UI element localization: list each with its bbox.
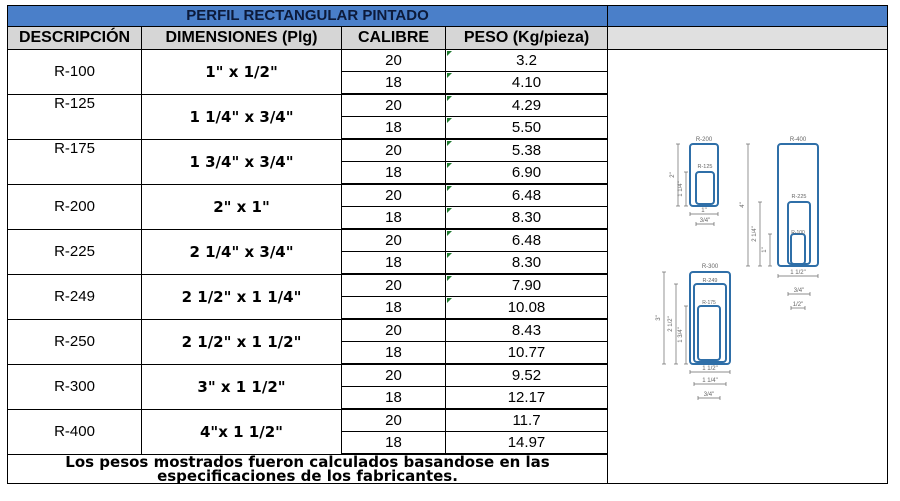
title-blank-cell — [608, 6, 888, 27]
dim-1in-b-label: 1" — [761, 246, 768, 253]
profile-code: R-175 — [8, 139, 142, 184]
label-r175: R-175 — [701, 299, 716, 306]
label-r225: R-225 — [791, 193, 806, 200]
profile-code: R-225 — [8, 229, 142, 274]
gauge-cell: 18 — [342, 162, 446, 185]
gauge-cell: 20 — [342, 319, 446, 342]
gauge-cell: 18 — [342, 387, 446, 410]
weight-cell: 6.48 — [446, 229, 608, 252]
gauge-cell: 18 — [342, 342, 446, 365]
footnote-line-1: Los pesos mostrados fueron calculados basandose en las — [65, 453, 550, 471]
label-r249: R-249 — [702, 277, 717, 284]
weight-cell: 9.52 — [446, 364, 608, 387]
dim-2in-label: 2" — [669, 171, 676, 178]
dim-1-1-4in-label: 1 1/4" — [677, 180, 684, 197]
dim-1-1-2in-b-label: 1 1/2" — [701, 365, 718, 372]
weight-cell: 4.10 — [446, 72, 608, 95]
profile-code: R-400 — [8, 409, 142, 454]
profile-code: R-300 — [8, 364, 142, 409]
dim-1-3-4in-label: 1 3/4" — [677, 326, 684, 343]
gauge-cell: 18 — [342, 432, 446, 455]
gauge-cell: 20 — [342, 94, 446, 117]
weight-cell: 10.77 — [446, 342, 608, 365]
gauge-cell: 20 — [342, 139, 446, 162]
profile-code: R-125 — [8, 94, 142, 139]
gauge-cell: 18 — [342, 117, 446, 140]
profile-outline-r125 — [696, 172, 714, 204]
label-r200: R-200 — [695, 136, 712, 143]
weight-cell: 4.29 — [446, 94, 608, 117]
dim-3-4in-label: 3/4" — [699, 217, 710, 224]
profile-dimensions: 2" x 1" — [142, 184, 342, 229]
weight-cell: 6.48 — [446, 184, 608, 207]
profile-outline-r100 — [791, 234, 805, 264]
gauge-cell: 20 — [342, 229, 446, 252]
footnote-line-2: especificaciones de los fabricantes. — [157, 467, 458, 485]
footnote — [8, 454, 608, 484]
label-r400: R-400 — [789, 136, 806, 143]
profile-code: R-250 — [8, 319, 142, 364]
gauge-cell: 20 — [342, 184, 446, 207]
weight-cell: 5.38 — [446, 139, 608, 162]
weight-cell: 7.90 — [446, 274, 608, 297]
profile-dimensions: 2 1/2" x 1 1/2" — [142, 319, 342, 364]
gauge-cell: 18 — [342, 252, 446, 275]
profile-dimensions: 2 1/2" x 1 1/4" — [142, 274, 342, 319]
dim-1in-label: 1" — [700, 207, 707, 214]
rectangular-profile-table — [7, 5, 888, 484]
weight-cell: 3.2 — [446, 50, 608, 72]
gauge-cell: 18 — [342, 72, 446, 95]
dim-1-2in-label: 1/2" — [792, 301, 803, 308]
profile-dimensions: 1 3/4" x 3/4" — [142, 139, 342, 184]
table-title: PERFIL RECTANGULAR PINTADO — [8, 6, 608, 27]
weight-cell: 5.50 — [446, 117, 608, 140]
dim-2-1-2in-label: 2 1/2" — [667, 315, 674, 332]
header-dimensiones: DIMENSIONES (Plg) — [142, 27, 342, 50]
profile-outline-r175 — [698, 306, 720, 360]
gauge-cell: 20 — [342, 274, 446, 297]
profile-dimensions: 4"x 1 1/2" — [142, 409, 342, 454]
profile-dimensions: 2 1/4" x 3/4" — [142, 229, 342, 274]
header-calibre: CALIBRE — [342, 27, 446, 50]
weight-cell: 8.43 — [446, 319, 608, 342]
dim-2-1-4in-label: 2 1/4" — [751, 225, 758, 242]
header-peso: PESO (Kg/pieza) — [446, 27, 608, 50]
weight-cell: 11.7 — [446, 409, 608, 432]
dim-1-1-4in-b-label: 1 1/4" — [701, 377, 718, 384]
label-r300: R-300 — [701, 263, 718, 270]
weight-cell: 14.97 — [446, 432, 608, 455]
weight-cell: 8.30 — [446, 252, 608, 275]
dim-3-4in-b-label: 3/4" — [793, 287, 804, 294]
gauge-cell: 20 — [342, 409, 446, 432]
label-r125: R-125 — [697, 163, 712, 170]
weight-cell: 10.08 — [446, 297, 608, 320]
dim-1-1-2in-label: 1 1/2" — [789, 269, 806, 276]
table-row — [8, 50, 888, 72]
profile-dimensions: 3" x 1 1/2" — [142, 364, 342, 409]
product-sheet — [7, 5, 887, 494]
profiles-diagram — [648, 122, 848, 412]
weight-cell: 12.17 — [446, 387, 608, 410]
dim-3-4in-c-label: 3/4" — [703, 391, 714, 398]
weight-cell: 6.90 — [446, 162, 608, 185]
label-r100: R-100 — [790, 229, 805, 236]
header-descripcion: DESCRIPCIÓN — [8, 27, 142, 50]
gauge-cell: 18 — [342, 207, 446, 230]
dim-4in-label: 4" — [739, 201, 746, 208]
profiles-diagram-cell — [608, 50, 888, 484]
gauge-cell: 20 — [342, 50, 446, 72]
profile-dimensions: 1 1/4" x 3/4" — [142, 94, 342, 139]
profile-code: R-100 — [8, 50, 142, 95]
profile-dimensions: 1" x 1/2" — [142, 50, 342, 95]
gauge-cell: 20 — [342, 364, 446, 387]
gauge-cell: 18 — [342, 297, 446, 320]
weight-cell: 8.30 — [446, 207, 608, 230]
profile-code: R-249 — [8, 274, 142, 319]
header-blank-cell — [608, 27, 888, 50]
profile-code: R-200 — [8, 184, 142, 229]
dim-3in-label: 3" — [655, 314, 662, 321]
